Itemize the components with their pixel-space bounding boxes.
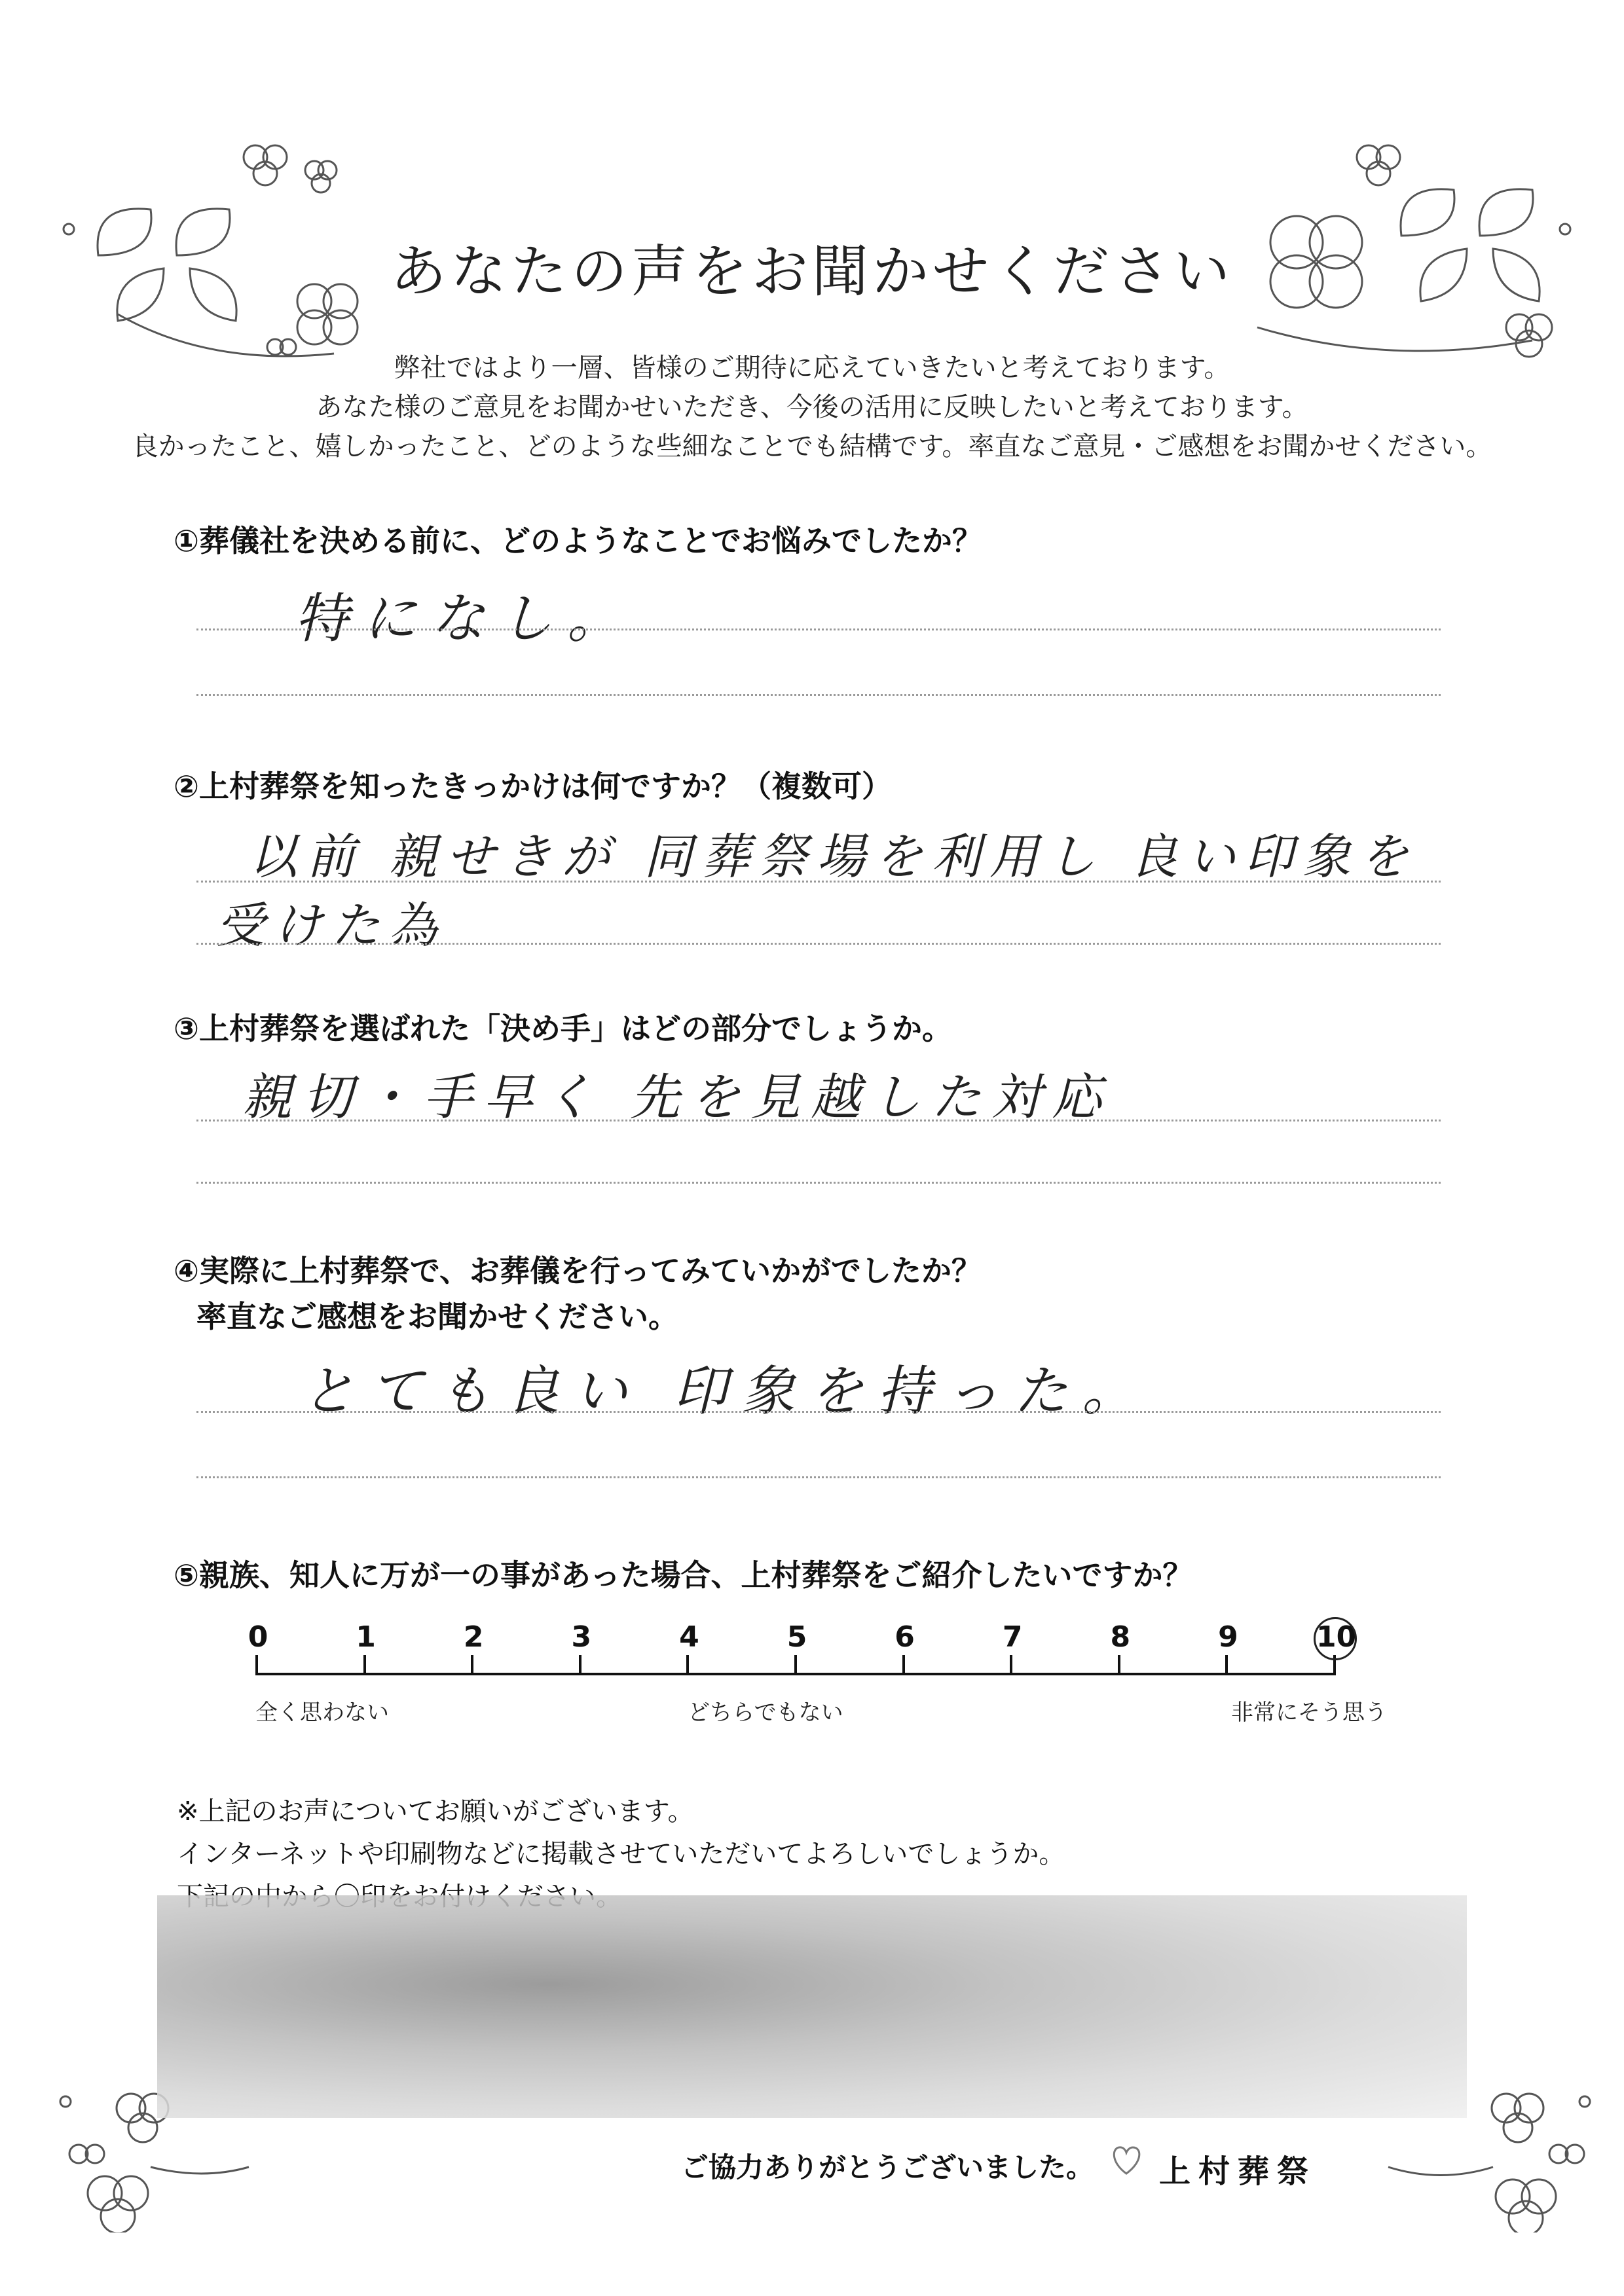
scale-tick [1118, 1655, 1120, 1675]
scale-tick [902, 1655, 905, 1675]
answer-rule [196, 629, 1441, 630]
question-2-answer-line-1: 以前 親せきが 同葬祭場を利用し 良い印象を [249, 829, 1418, 885]
scale-number-2[interactable]: 2 [463, 1620, 484, 1654]
scale-number-3[interactable]: 3 [571, 1620, 592, 1654]
scale-number-6[interactable]: 6 [895, 1620, 915, 1654]
scale-tick [794, 1655, 797, 1675]
scale-tick [363, 1655, 366, 1675]
answer-rule [196, 1411, 1441, 1413]
scale-number-4[interactable]: 4 [679, 1620, 699, 1654]
answer-rule [196, 943, 1441, 945]
intro-line-1: 弊社ではより一層、皆様のご期待に応えていきたいと考えております。 [394, 353, 1230, 383]
scale-tick [255, 1655, 258, 1675]
note-line-2: インターネットや印刷物などに掲載させていただいてよろしいでしょうか。 [177, 1839, 1065, 1869]
scale-tick [1225, 1655, 1228, 1675]
note-line-1: ※上記のお声についてお願いがございます。 [177, 1796, 694, 1827]
scale-number-1[interactable]: 1 [356, 1620, 376, 1654]
page-title: あなたの声をお聞かせください [390, 239, 1234, 304]
answer-rule [196, 881, 1441, 883]
scale-tick [1010, 1655, 1012, 1675]
intro-line-3: 良かったこと、嬉しかったこと、どのような些細なことでも結構です。率直なご意見・ご感想をお聞かせください。 [132, 431, 1492, 462]
scale-number-5[interactable]: 5 [786, 1620, 807, 1654]
question-3-label: ③上村葬祭を選ばれた「決め手」はどの部分でしょうか。 [174, 1011, 952, 1046]
scale-tick [686, 1655, 689, 1675]
scale-left-label: 全く思わない [255, 1700, 389, 1726]
scale-number-10[interactable]: 10 [1316, 1620, 1357, 1654]
scale-tick [579, 1655, 581, 1675]
question-4-label-2: 率直なご感想をお聞かせください。 [196, 1299, 678, 1334]
question-3-answer: 親切・手早く 先を見越した対応 [242, 1068, 1113, 1126]
question-1-label: ①葬儀社を決める前に、どのようなことでお悩みでしたか？ [174, 523, 982, 558]
footer-thanks: ご協力ありがとうございました。 [681, 2151, 1094, 2183]
answer-rule [196, 694, 1441, 696]
question-5-label: ⑤親族、知人に万が一の事があった場合、上村葬祭をご紹介したいですか？ [174, 1558, 1193, 1593]
question-1-answer: 特になし。 [295, 588, 635, 650]
scale-tick [471, 1655, 473, 1675]
scale-number-7[interactable]: 7 [1002, 1620, 1023, 1654]
heart-logo-icon [1107, 2140, 1146, 2179]
scale-number-9[interactable]: 9 [1218, 1620, 1238, 1654]
question-4-label: ④実際に上村葬祭で、お葬儀を行ってみていかがでしたか？ [174, 1253, 982, 1288]
redacted-area [157, 1895, 1467, 2118]
question-2-answer-line-2: 受けた為 [216, 898, 447, 954]
footer-company: 上村葬祭 [1159, 2153, 1317, 2190]
scale-number-8[interactable]: 8 [1110, 1620, 1131, 1654]
scale-mid-label: どちらでもない [688, 1700, 843, 1726]
answer-rule [196, 1476, 1441, 1478]
scale-number-0[interactable]: 0 [248, 1620, 268, 1654]
scale-right-label: 非常にそう思う [1231, 1700, 1387, 1726]
answer-rule [196, 1182, 1441, 1184]
intro-line-2: あなた様のご意見をお聞かせいただき、今後の活用に反映したいと考えております。 [316, 392, 1308, 422]
question-2-label: ②上村葬祭を知ったきっかけは何ですか？（複数可） [174, 769, 892, 804]
answer-rule [196, 1120, 1441, 1121]
question-4-answer: とても良い 印象を持った。 [301, 1360, 1151, 1423]
selected-rating-circle [1314, 1617, 1357, 1660]
